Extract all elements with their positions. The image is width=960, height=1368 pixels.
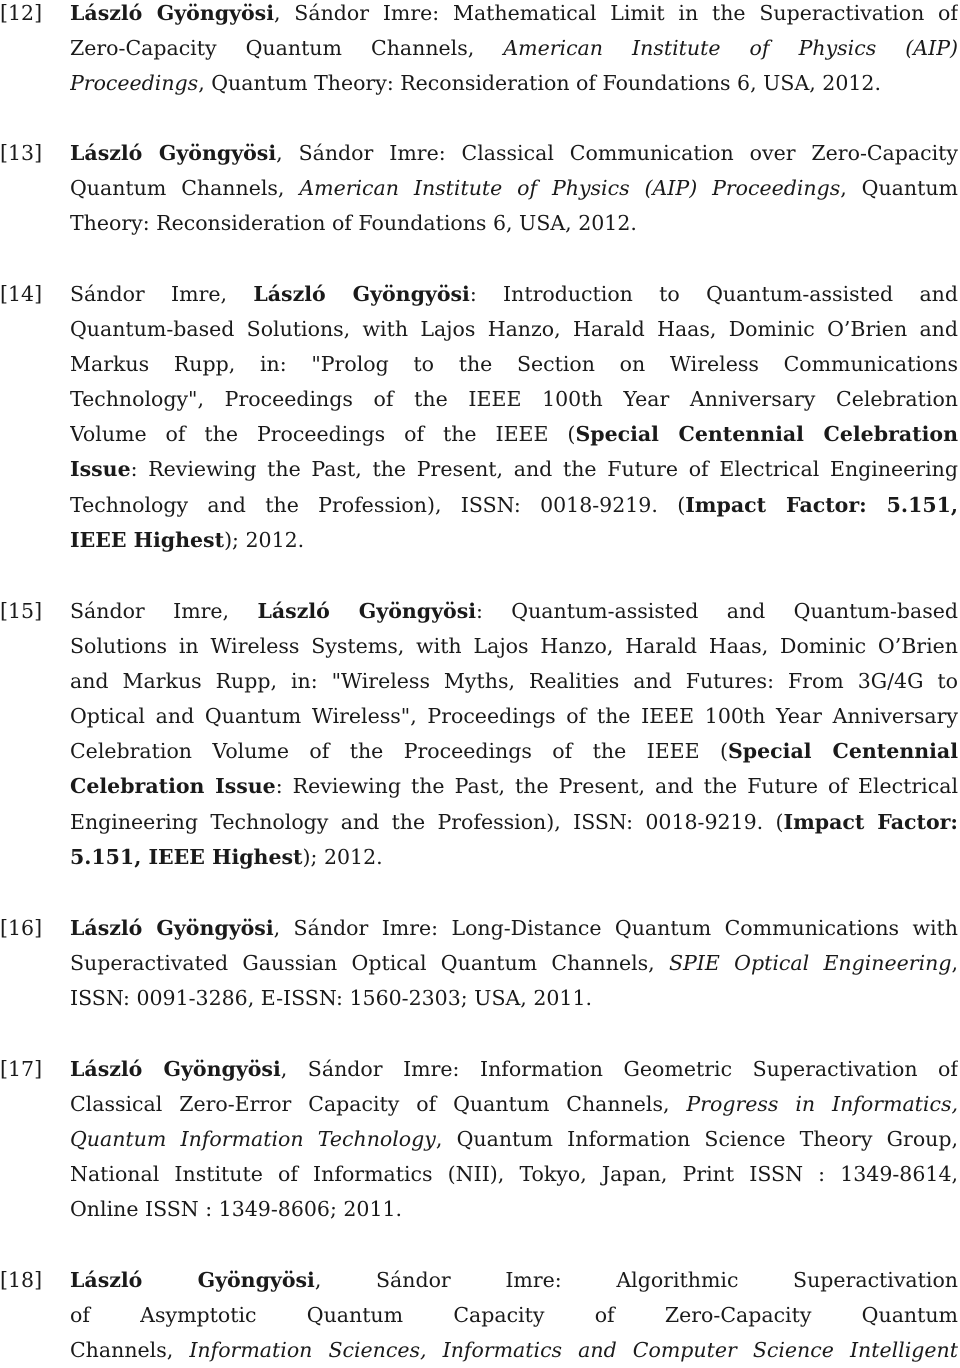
text-run: , Quantum: [840, 176, 958, 201]
reference-line: [70, 946, 958, 981]
text-run: , Sándor Imre: Algorithmic Superactivation: [314, 1268, 958, 1292]
reference-line: [70, 1122, 958, 1157]
reference-line: [70, 347, 958, 382]
text-run: Technology and the Profession), ISSN: 0018-9219. (: [70, 492, 686, 517]
text-run: : Quantum-assisted and Quantum-based: [476, 599, 958, 623]
reference-text: [70, 1052, 958, 1227]
reference-text: [70, 136, 958, 241]
reference-line: [70, 417, 958, 452]
reference-line: [70, 1333, 958, 1368]
reference-line: [70, 699, 958, 734]
author-highlight: László Gyöngyösi: [70, 1057, 281, 1081]
reference-line: [70, 171, 958, 206]
reference-line: [70, 312, 958, 347]
reference-line: [70, 136, 958, 171]
reference-line: [70, 1263, 958, 1298]
bold-run: Special Centennial: [728, 739, 958, 764]
text-run: Optical and Quantum Wireless", Proceedings of the IEEE 100th Year Anniversary: [70, 704, 958, 729]
text-run: , Sándor Imre: Information Geometric Superactivation of: [280, 1057, 958, 1081]
journal-title: Progress in Informatics,: [686, 1092, 958, 1117]
reference-text: [70, 1263, 958, 1368]
reference-line: [70, 523, 958, 558]
reference-line: [70, 206, 958, 241]
reference-number: [15]: [0, 599, 43, 623]
text-run: Superactivated Gaussian Optical Quantum Channels,: [70, 951, 669, 976]
text-run: Sándor Imre,: [70, 599, 258, 623]
author-highlight: László Gyöngyösi: [70, 1, 274, 25]
reference-number: [18]: [0, 1268, 43, 1292]
reference-text: [70, 0, 958, 101]
text-run: Solutions in Wireless Systems, with Lajos Hanzo, Harald Haas, Dominic O’Brien: [70, 634, 958, 659]
reference-number: [17]: [0, 1057, 43, 1081]
bold-run: 5.151, IEEE Highest: [70, 844, 303, 869]
author-highlight: László Gyöngyösi: [70, 916, 274, 940]
reference-line: [70, 31, 958, 66]
reference-text: [70, 594, 958, 875]
bold-run: Special Centennial Celebration: [575, 422, 958, 447]
text-run: , Sándor Imre: Mathematical Limit in the Superactivation of: [274, 1, 958, 25]
text-run: Channels,: [70, 1338, 190, 1363]
author-highlight: László Gyöngyösi: [70, 141, 277, 165]
reference-line: [70, 1052, 958, 1087]
bold-run: Celebration Issue: [70, 774, 276, 799]
text-run: Markus Rupp, in: "Prolog to the Section on Wireless Communications: [70, 352, 958, 377]
reference-line: [70, 1298, 958, 1333]
reference-line: [70, 911, 958, 946]
reference-line: [70, 734, 958, 769]
reference-text: [70, 911, 958, 1016]
reference-number: [13]: [0, 141, 43, 165]
reference-number: [12]: [0, 1, 43, 25]
bold-run: Impact Factor: 5.151,: [685, 492, 958, 517]
author-highlight: László Gyöngyösi: [257, 599, 477, 623]
text-run: : Introduction to Quantum-assisted and: [469, 282, 958, 306]
reference-line: [70, 840, 958, 875]
reference-line: [70, 277, 958, 312]
text-run: Volume of the Proceedings of the IEEE (: [70, 422, 576, 447]
reference-line: [70, 66, 958, 101]
journal-title: Proceedings: [70, 71, 199, 96]
reference-line: [70, 594, 958, 629]
text-run: : Reviewing the Past, the Present, and the Future of Electrical Engineering: [130, 457, 958, 482]
reference-line: [70, 1157, 958, 1192]
reference-line: [70, 769, 958, 804]
text-run: Sándor Imre,: [70, 282, 254, 306]
text-run: Zero-Capacity Quantum Channels,: [70, 36, 504, 61]
bold-run: Issue: [70, 457, 131, 482]
journal-title: Quantum Information Technology: [70, 1127, 436, 1152]
text-run: , Quantum Information Science Theory Group,: [435, 1127, 958, 1152]
author-highlight: László Gyöngyösi: [253, 282, 470, 306]
text-run: Online ISSN : 1349-8606; 2011.: [70, 1197, 403, 1222]
reference-line: [70, 1087, 958, 1122]
reference-line: [70, 629, 958, 664]
text-run: , Quantum Theory: Reconsideration of Foundations 6, USA, 2012.: [198, 71, 881, 96]
reference-line: [70, 981, 958, 1016]
author-highlight: László Gyöngyösi: [70, 1268, 315, 1292]
text-run: ); 2012.: [224, 527, 305, 552]
text-run: Quantum-based Solutions, with Lajos Hanzo, Harald Haas, Dominic O’Brien and: [70, 317, 958, 342]
journal-title: SPIE Optical Engineering: [668, 951, 952, 976]
text-run: Quantum Channels,: [70, 176, 300, 201]
text-run: ,: [951, 951, 958, 976]
text-run: Theory: Reconsideration of Foundations 6, USA, 2012.: [70, 211, 637, 236]
reference-line: [70, 382, 958, 417]
text-run: Celebration Volume of the Proceedings of the IEEE (: [70, 739, 728, 764]
reference-text: [70, 277, 958, 558]
reference-number: [16]: [0, 916, 43, 940]
text-run: National Institute of Informatics (NII), Tokyo, Japan, Print ISSN : 1349-8614,: [70, 1162, 958, 1187]
journal-title: American Institute of Physics (AIP) Proceedings: [299, 176, 841, 201]
reference-line: [70, 1192, 958, 1227]
reference-line: [70, 488, 958, 523]
bold-run: IEEE Highest: [70, 527, 225, 552]
journal-title: American Institute of Physics (AIP): [503, 36, 958, 61]
text-run: Engineering Technology and the Profession), ISSN: 0018-9219. (: [70, 809, 784, 834]
text-run: , Sándor Imre: Long-Distance Quantum Communications with: [273, 916, 958, 940]
text-run: ISSN: 0091-3286, E-ISSN: 1560-2303; USA, 2011.: [70, 986, 593, 1011]
reference-line: [70, 805, 958, 840]
bold-run: Impact Factor:: [783, 809, 958, 834]
journal-title: Information Sciences, Informatics and Computer Science Intelligent: [189, 1338, 958, 1363]
text-run: of Asymptotic Quantum Capacity of Zero-Capacity Quantum: [70, 1303, 958, 1328]
text-run: ); 2012.: [302, 844, 383, 869]
reference-line: [70, 0, 958, 31]
text-run: and Markus Rupp, in: "Wireless Myths, Realities and Futures: From 3G/4G to: [70, 669, 958, 694]
reference-number: [14]: [0, 282, 43, 306]
text-run: , Sándor Imre: Classical Communication over Zero-Capacity: [276, 141, 958, 165]
reference-line: [70, 664, 958, 699]
text-run: Technology", Proceedings of the IEEE 100th Year Anniversary Celebration: [70, 387, 958, 412]
text-run: : Reviewing the Past, the Present, and the Future of Electrical: [275, 774, 958, 799]
text-run: Classical Zero-Error Capacity of Quantum Channels,: [70, 1092, 687, 1117]
reference-line: [70, 452, 958, 487]
